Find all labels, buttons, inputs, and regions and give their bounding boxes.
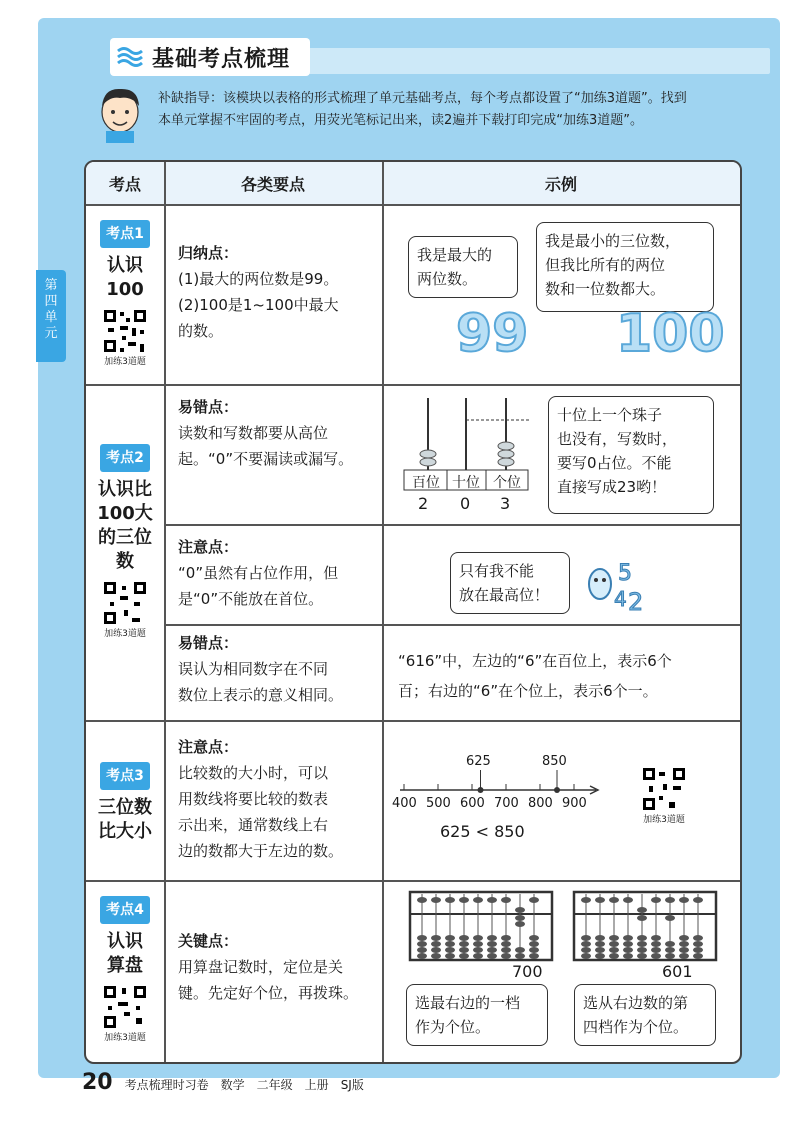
grade: 二年级 [256,1078,293,1092]
kp1-points [178,240,378,344]
abacus-700-icon [408,890,554,962]
digit: 3 [500,494,511,513]
qr-code-icon[interactable] [102,984,148,1030]
subject: 数学 [220,1078,245,1092]
speech-bubble [548,396,714,514]
kaodian-name: 100大 [97,503,153,524]
kaodian-4 [86,896,164,1044]
side-tab-char: 元 [44,326,58,341]
mark-label: 625 [466,754,491,769]
point-line: (2)100是1~100中最大 [178,296,339,314]
bubble-line: 直接写成23哟！ [557,478,667,496]
kaodian-name: 数 [116,551,134,572]
bubble-line: 两位数。 [417,270,478,288]
kaodian-badge: 考点4 [100,896,150,924]
section-header [110,38,310,76]
comparison: 625 < 850 [440,822,525,841]
speech-bubble [574,984,716,1046]
abacus-601-icon [572,890,718,962]
kaodian-name: 100 [106,279,144,300]
bubble-line: 也没有，写数时， [557,430,678,448]
point-line: 边的数都大于左边的数。 [178,842,344,860]
tick-label: 500 [426,796,451,811]
kp2-points-c [178,630,378,708]
bubble-line: 四档作为个位。 [583,1018,689,1036]
speech-bubble [408,236,518,298]
point-label: 关键点： [178,932,239,950]
bubble-line: 作为个位。 [415,1018,491,1036]
speech-bubble [450,552,570,614]
bubble-line: 但我比所有的两位 [545,256,666,274]
kaodian-3 [86,762,164,844]
svg-text:5: 5 [618,561,632,586]
point-line: 误认为相同数字在不同 [178,660,329,678]
tick-label: 900 [562,796,587,811]
point-label: 注意点： [178,738,239,756]
kaodian-name: 比大小 [98,821,152,842]
svg-text:4: 4 [614,587,627,611]
row-divider [86,384,740,386]
digit: 0 [460,494,471,513]
side-tab-char: 单 [44,310,58,325]
row-divider [164,524,740,526]
kp3-qr-block [634,766,694,826]
intro-guidance [158,88,758,132]
qr-label: 加练3道题 [104,1033,146,1043]
abacus-value: 700 [512,962,543,981]
svg-text:2: 2 [628,588,644,616]
row-divider [86,720,740,722]
page-number: 20 [82,1070,113,1095]
bubble-line: 要写0占位。不能 [557,454,672,472]
point-line: 用算盘记数时，定位是关 [178,958,344,976]
kaodian-badge: 考点1 [100,220,150,248]
bubble-line: 只有我不能 [459,562,535,580]
row-divider [86,204,740,206]
intro-line: 补缺指导：该模块以表格的形式梳理了单元基础考点，每个考点都设置了“加练3道题”。找到 [158,91,687,106]
kp2-points-a [178,394,378,472]
bubble-line: 选从右边数的第 [583,994,689,1012]
header-yaodian: 各类要点 [164,162,382,204]
kaodian-name: 认识比 [98,479,152,500]
tick-label: 800 [528,796,553,811]
edition: SJ版 [340,1078,364,1092]
tick-label: 700 [494,796,519,811]
volume: 上册 [304,1078,329,1092]
unit-side-tab [36,270,66,362]
qr-code-icon[interactable] [102,308,148,354]
knowledge-table [84,160,742,1064]
mark-label: 850 [542,754,567,769]
qr-label: 加练3道题 [104,357,146,367]
tick-label: 600 [460,796,485,811]
kaodian-badge: 考点2 [100,444,150,472]
point-line: 键。先定好个位，再拨珠。 [178,984,359,1002]
bubble-line: 我是最小的三位数， [545,232,681,250]
boy-avatar-icon [92,84,148,144]
place-label: 十位 [452,475,480,491]
intro-line: 本单元掌握不牢固的考点，用荧光笔标记出来，读2遍并下载打印完成“加练3道题”。 [158,113,644,128]
point-label: 注意点： [178,538,239,556]
kaodian-2 [86,444,164,640]
header-kaodian: 考点 [86,162,164,204]
column-divider [382,162,384,1062]
row-divider [86,880,740,882]
point-line: 示出来，通常数线上右 [178,816,329,834]
kaodian-name: 算盘 [107,955,143,976]
kaodian-name: 三位数 [98,797,152,818]
speech-bubble [406,984,548,1046]
bubble-line: 我是最大的 [417,246,493,264]
digit: 2 [418,494,429,513]
example-line: 百；右边的“6”在个位上，表示6个一。 [398,682,658,700]
side-tab-char: 第 [44,278,58,293]
point-line: “0”虽然有占位作用，但 [178,564,339,582]
point-line: 起。“0”不要漏读或漏写。 [178,450,354,468]
kp4-points [178,928,384,1006]
kp2-points-b [178,534,378,612]
qr-code-icon[interactable] [641,766,687,812]
bubble-line: 数和一位数都大。 [545,280,666,298]
place-label: 个位 [493,475,521,491]
qr-label: 加练3道题 [104,629,146,639]
number-100: 100 [616,304,725,364]
point-line: 比较数的大小时，可以 [178,764,329,782]
kaodian-name: 的三位 [98,527,152,548]
point-line: 是“0”不能放在首位。 [178,590,324,608]
kaodian-badge: 考点3 [100,762,150,790]
page-footer [82,1070,364,1095]
bubble-line: 十位上一个珠子 [557,406,663,424]
kp2-example [398,646,738,706]
wave-icon [116,44,146,70]
kaodian-name: 认识 [107,255,143,276]
kp3-points [178,734,378,864]
point-line: 用数线将要比较的数表 [178,790,329,808]
qr-code-icon[interactable] [102,580,148,626]
side-tab-char: 四 [44,294,58,309]
kaodian-1 [86,220,164,368]
book-title: 考点梳理时习卷 [124,1078,209,1092]
point-label: 易错点： [178,398,239,416]
header-decor-bar [300,48,770,74]
point-label: 归纳点： [178,244,239,262]
place-label: 百位 [412,475,440,491]
header-shili: 示例 [382,162,740,204]
point-label: 易错点： [178,634,239,652]
bubble-line: 放在最高位！ [459,586,550,604]
example-line: “616”中，左边的“6”在百位上，表示6个 [398,652,672,670]
point-line: 读数和写数都要从高位 [178,424,329,442]
kaodian-name: 认识 [107,931,143,952]
point-line: (1)最大的两位数是99。 [178,270,339,288]
speech-bubble [536,222,714,312]
abacus-value: 601 [662,962,693,981]
column-divider [164,162,166,1062]
bubble-line: 选最右边的一档 [415,994,521,1012]
qr-label: 加练3道题 [643,815,685,825]
zero-character-icon [578,540,658,618]
tick-label: 400 [392,796,417,811]
section-title: 基础考点梳理 [152,46,291,72]
row-divider [164,624,740,626]
point-line: 的数。 [178,322,224,340]
point-line: 数位上表示的意义相同。 [178,686,344,704]
number-99: 99 [456,304,529,364]
